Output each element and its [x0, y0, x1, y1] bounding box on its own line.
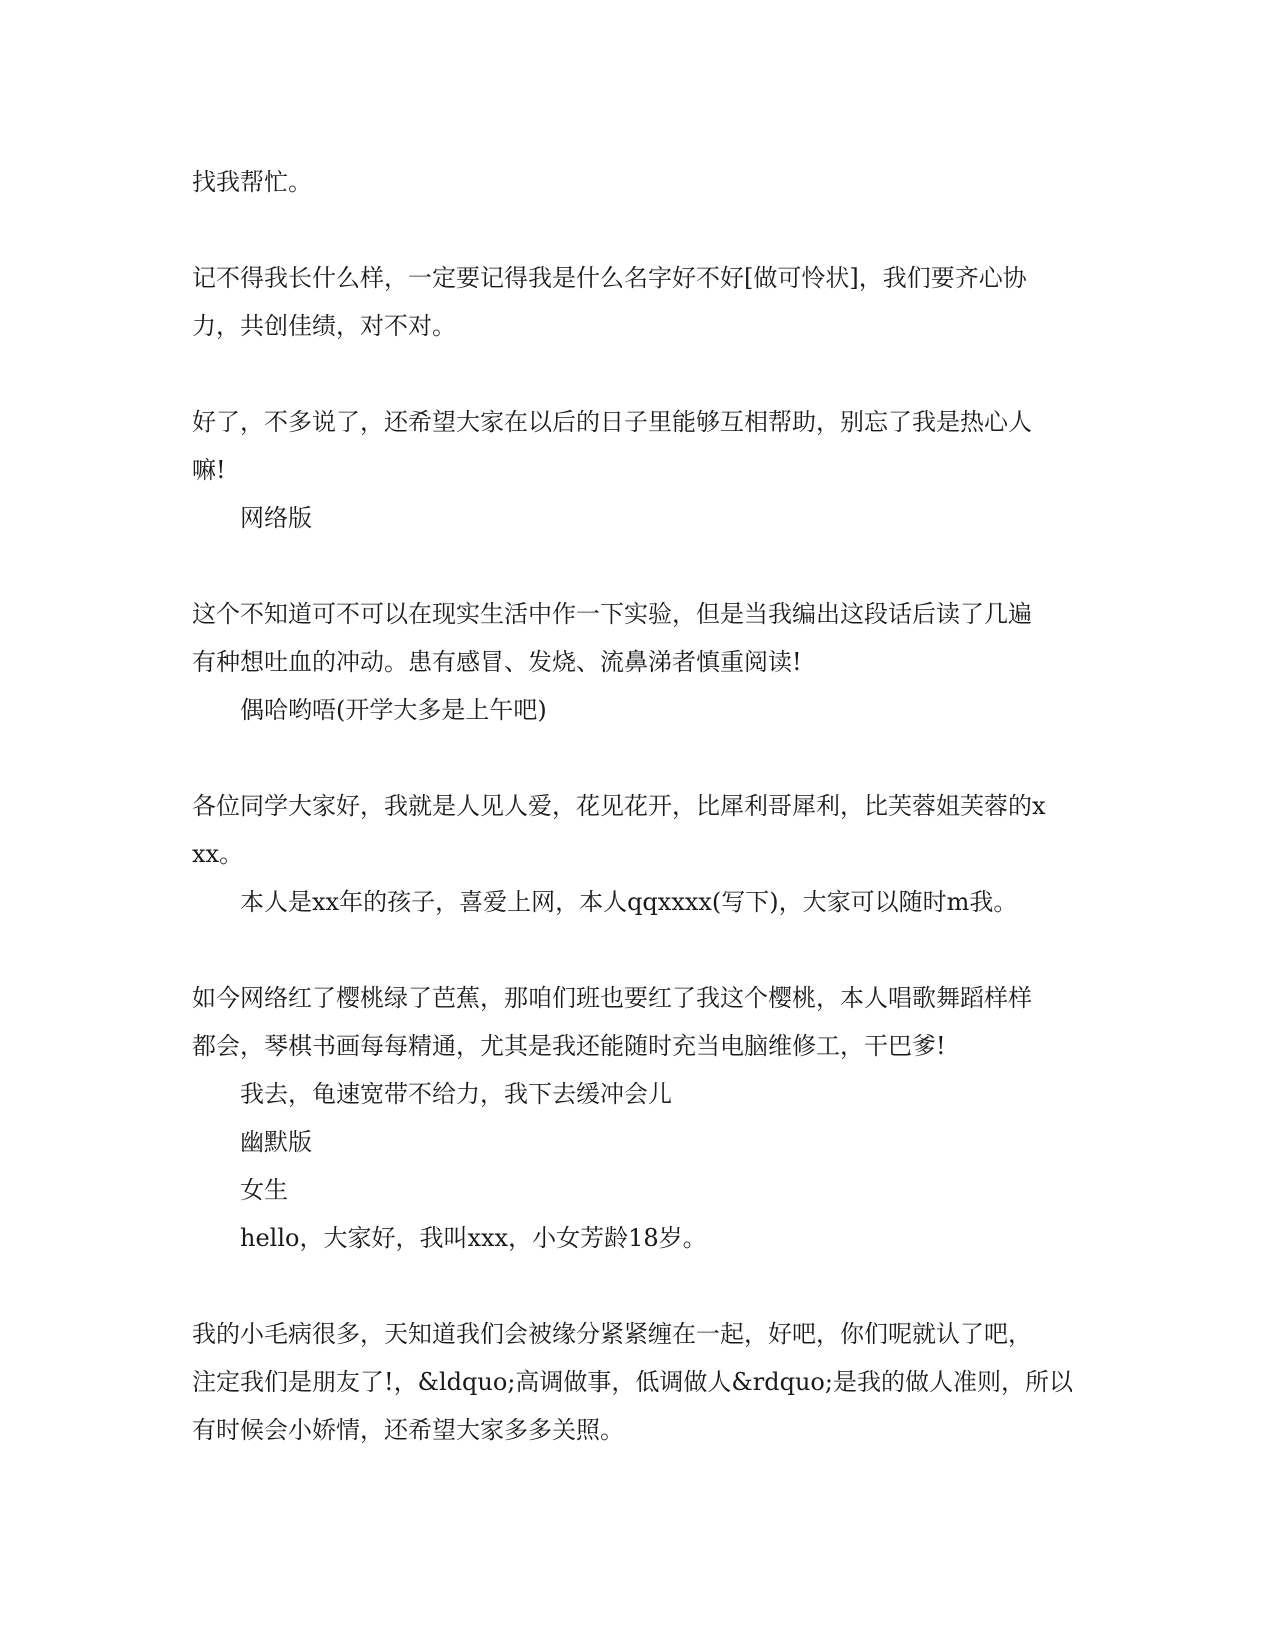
document-body — [192, 158, 1092, 1454]
subheading-girl: 女生 — [240, 1176, 288, 1204]
heading-online: 网络版 — [240, 504, 312, 532]
text-line: 都会，琴棋书画每每精通，尤其是我还能随时充当电脑维修工，干巴爹! — [192, 1032, 946, 1060]
text-line: 记不得我长什么样，一定要记得我是什么名字好不好[做可怜状]，我们要齐心协 — [192, 264, 1027, 292]
text-line: 力，共创佳绩，对不对。 — [192, 312, 456, 340]
paragraph — [192, 254, 1092, 350]
text-line: 好了，不多说了，还希望大家在以后的日子里能够互相帮助，别忘了我是热心人 — [192, 408, 1032, 436]
paragraph — [192, 878, 1092, 926]
subheading — [192, 1166, 1092, 1214]
paragraph-gap — [192, 542, 1092, 590]
text-line: 如今网络红了樱桃绿了芭蕉，那咱们班也要红了我这个樱桃，本人唱歌舞蹈样样 — [192, 984, 1032, 1012]
paragraph — [192, 1310, 1092, 1454]
paragraph — [192, 590, 1092, 686]
paragraph — [192, 1070, 1092, 1118]
paragraph-gap — [192, 350, 1092, 398]
text-line: 这个不知道可不可以在现实生活中作一下实验，但是当我编出这段话后读了几遍 — [192, 600, 1032, 628]
subheading — [192, 686, 1092, 734]
heading-humor: 幽默版 — [240, 1128, 312, 1156]
text-line: 找我帮忙。 — [192, 168, 312, 196]
paragraph — [192, 158, 1092, 206]
subheading-ouha: 偶哈哟唔(开学大多是上午吧) — [240, 696, 547, 724]
text-line: 注定我们是朋友了!，&ldquo;高调做事，低调做人&rdquo;是我的做人准则，所以 — [192, 1368, 1073, 1396]
section-heading — [192, 1118, 1092, 1166]
paragraph — [192, 782, 1092, 878]
paragraph — [192, 1214, 1092, 1262]
text-line: 有种想吐血的冲动。患有感冒、发烧、流鼻涕者慎重阅读! — [192, 648, 802, 676]
text-line: 嘛! — [192, 456, 226, 484]
paragraph-gap — [192, 206, 1092, 254]
paragraph — [192, 398, 1092, 494]
text-line: hello，大家好，我叫xxx，小女芳龄18岁。 — [240, 1224, 707, 1252]
text-line: 我的小毛病很多，天知道我们会被缘分紧紧缠在一起，好吧，你们呢就认了吧， — [192, 1320, 1032, 1348]
text-line: 有时候会小娇情，还希望大家多多关照。 — [192, 1416, 624, 1444]
section-heading — [192, 494, 1092, 542]
paragraph-gap — [192, 926, 1092, 974]
text-line: 本人是xx年的孩子，喜爱上网，本人qqxxxx(写下)，大家可以随时m我。 — [240, 888, 1018, 916]
text-line: xx。 — [192, 840, 244, 868]
paragraph-gap — [192, 1262, 1092, 1310]
text-line: 各位同学大家好，我就是人见人爱，花见花开，比犀利哥犀利，比芙蓉姐芙蓉的x — [192, 792, 1046, 820]
paragraph-gap — [192, 734, 1092, 782]
paragraph — [192, 974, 1092, 1070]
text-line: 我去，龟速宽带不给力，我下去缓冲会儿 — [240, 1080, 672, 1108]
